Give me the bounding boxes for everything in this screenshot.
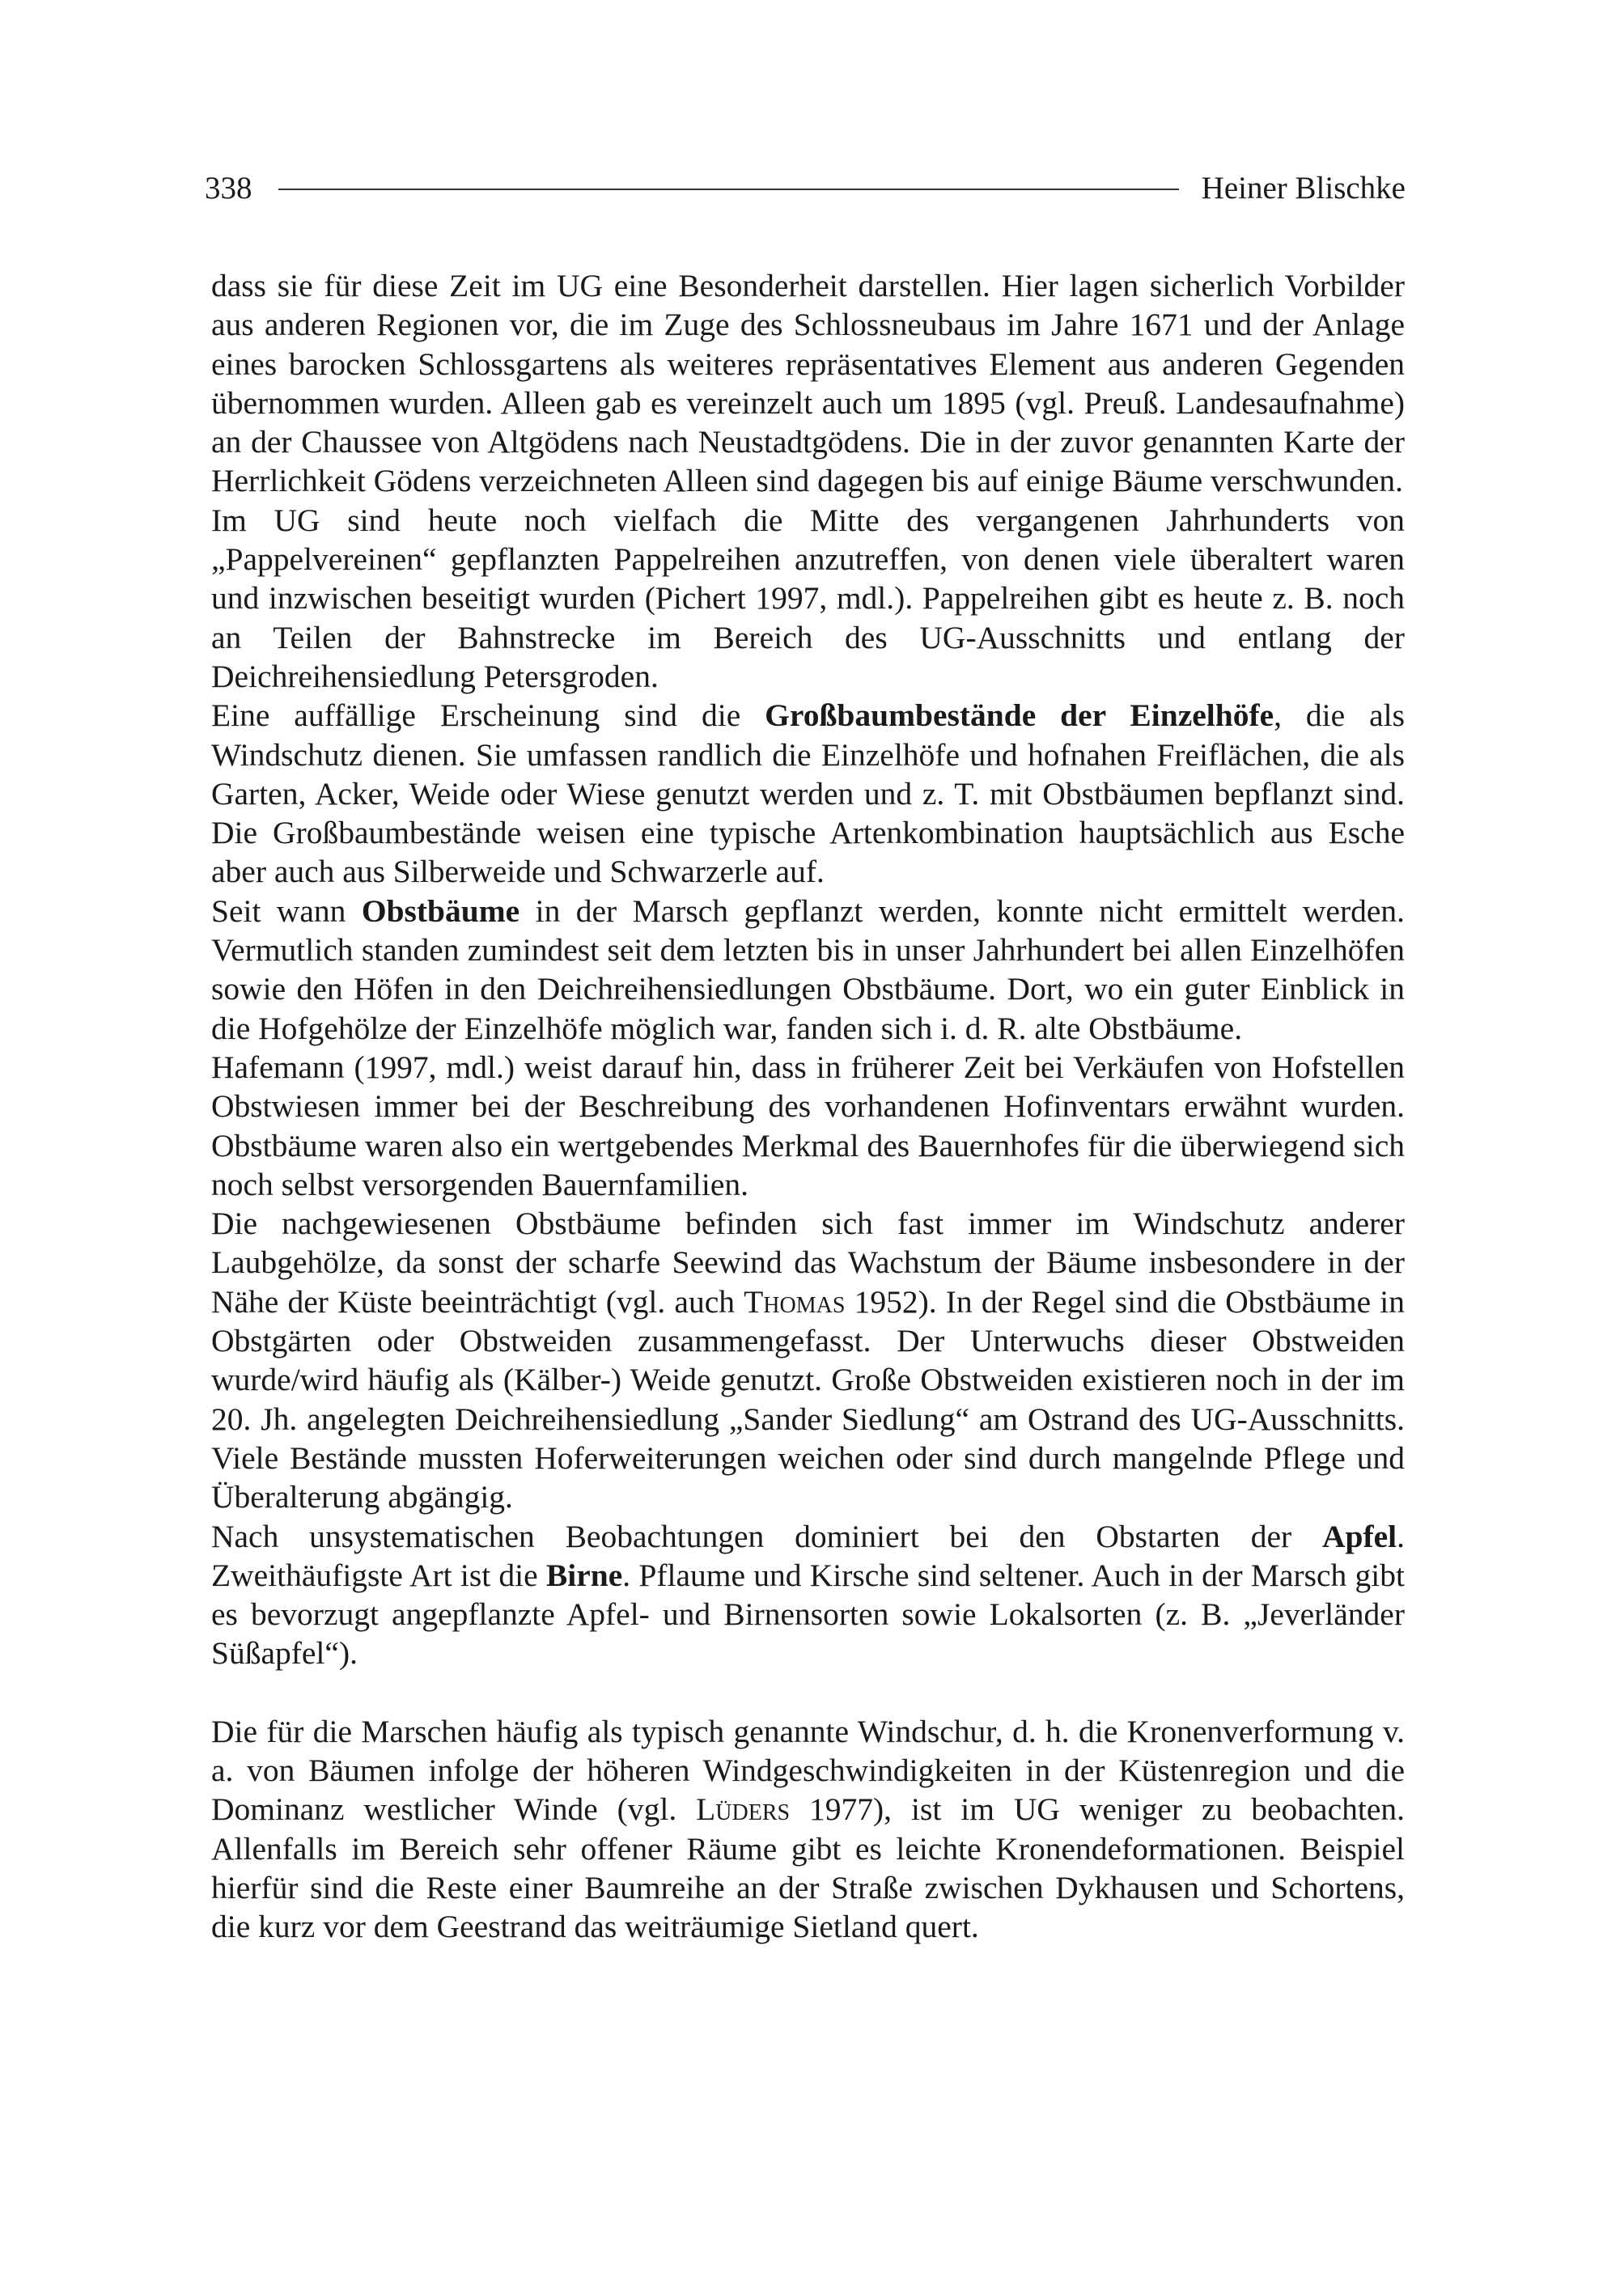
paragraph-windschutz xyxy=(211,1204,1405,1516)
paragraph-grossbaumbestaende xyxy=(211,696,1405,891)
bold-term-apfel: Apfel xyxy=(1321,1518,1397,1554)
paragraph-obstarten xyxy=(211,1517,1405,1673)
text-run: . Pflaume und Kirsche sind seltener. Auch in der Marsch gibt es bevorzugt angepflanzte Apfel- und Birnensorten sowie Lokalsorten (z. B. „Jeverländer Süßapfel“). xyxy=(211,1557,1405,1672)
paragraph-hafemann: Hafemann (1997, mdl.) weist darauf hin, dass in früherer Zeit bei Verkäufen von Hofstellen Obstwiesen immer bei der Beschreibung des vorhandenen Hofinventars erwähnt wurden. Obstbäume waren also ein wertgebendes Merkmal des Bauernhofes für die überwiegend sich noch selbst versorgenden Bauernfamilien. xyxy=(211,1049,1405,1202)
text-run: Seit wann xyxy=(211,892,362,929)
text-run: Nach unsystematischen Beobachtungen dominiert bei den Obstarten der xyxy=(211,1518,1322,1554)
page-header xyxy=(205,163,1406,212)
text-run: Die nachgewiesenen Obstbäume befinden sich fast immer im Windschutz anderer Laubgehölze, da sonst der scharfe Seewind das Wachstum der Bäume insbesondere in der Nähe der Küste beeinträchtigt (vgl. auch xyxy=(211,1206,1405,1320)
bold-term-grossbaumbestaende: Großbaumbestände der Einzelhöfe xyxy=(765,697,1274,734)
running-head-author: Heiner Blischke xyxy=(1201,170,1406,206)
header-rule xyxy=(278,189,1179,190)
text-run: Eine auffällige Erscheinung sind die xyxy=(211,697,765,734)
citation-author-thomas: Thomas xyxy=(744,1283,846,1320)
text-run: in der Marsch gepflanzt werden, konnte nicht ermittelt werden. Vermutlich standen zumindest seit dem letzten bis in unser Jahrhundert bei allen Einzelhöfen sowie den Höfen in den Deichreihensiedlungen Obstbäume. Dort, wo ein guter Einblick in die Hofgehölze der Einzelhöfe möglich war, fanden sich i. d. R. alte Obstbäume. xyxy=(211,892,1406,1046)
paragraph-windschur xyxy=(211,1712,1405,1947)
paragraph-pappelreihen: Im UG sind heute noch vielfach die Mitte des vergangenen Jahrhunderts von „Pappelvereinen“ gepflanzten Pappelreihen anzutreffen, von denen viele überaltert waren und inzwischen beseitigt wurden (Pichert 1997, mdl.). Pappelreihen gibt es heute z. B. noch an Teilen der Bahnstrecke im Bereich des UG-Ausschnitts und entlang der Deichreihensiedlung Petersgroden. xyxy=(211,502,1405,694)
body-text xyxy=(211,266,1405,1946)
text-run: 1977), ist im UG weniger zu beobachten. Allenfalls im Bereich sehr offener Räume gibt es leichte Kronendeformationen. Beispiel hierfür sind die Reste einer Baumreihe an der Straße zwischen Dykhausen und Schortens, die kurz vor dem Geestrand das weiträumige Sietland quert. xyxy=(211,1791,1406,1945)
bold-term-birne: Birne xyxy=(545,1557,623,1593)
citation-author-lueders: Lüders xyxy=(696,1791,791,1828)
text-run: , die als Windschutz dienen. Sie umfassen randlich die Einzelhöfe und hofnahen Freiflächen, die als Garten, Acker, Weide oder Wiese genutzt werden und z. T. mit Obstbäumen bepflanzt sind. Die Großbaumbestände weisen eine typische Artenkombination hauptsächlich aus Esche aber auch aus Silberweide und Schwarzerle auf. xyxy=(211,697,1405,890)
paragraph-alleen: dass sie für diese Zeit im UG eine Besonderheit darstellen. Hier lagen sicherlich Vorbilder aus anderen Regionen vor, die im Zuge des Schlossneubaus im Jahre 1671 und der Anlage eines barocken Schlossgartens als weiteres repräsentatives Element aus anderen Gegenden übernommen wurden. Alleen gab es vereinzelt auch um 1895 (vgl. Preuß. Landesaufnahme) an der Chaussee von Altgödens nach Neustadtgödens. Die in der zuvor genannten Karte der Herrlichkeit Gödens verzeichneten Alleen sind dagegen bis auf einige Bäume verschwunden. xyxy=(211,268,1405,499)
text-run: . Zweithäufigste Art ist die xyxy=(211,1518,1405,1593)
paragraph-obstbaeume xyxy=(211,892,1405,1048)
text-run: Die für die Marschen häufig als typisch genannte Windschur, d. h. die Kronenverformung v. a. von Bäumen infolge der höheren Windgeschwindigkeiten in der Küstenregion und die Dominanz westlicher Winde (vgl. xyxy=(211,1713,1405,1828)
bold-term-obstbaeume: Obstbäume xyxy=(361,892,520,929)
page-number: 338 xyxy=(205,170,252,206)
text-run: 1952). In der Regel sind die Obstbäume in Obstgärten oder Obstweiden zusammengefasst. Der Unterwuchs dieser Obstweiden wurde/wird häufig als (Kälber-) Weide genutzt. Große Obstweiden existieren noch in der im 20. Jh. angelegten Deichreihensiedlung „Sander Siedlung“ am Ostrand des UG-Ausschnitts. Viele Bestände mussten Hoferweiterungen weichen oder sind durch mangelnde Pflege und Überalterung abgängig. xyxy=(211,1283,1405,1515)
